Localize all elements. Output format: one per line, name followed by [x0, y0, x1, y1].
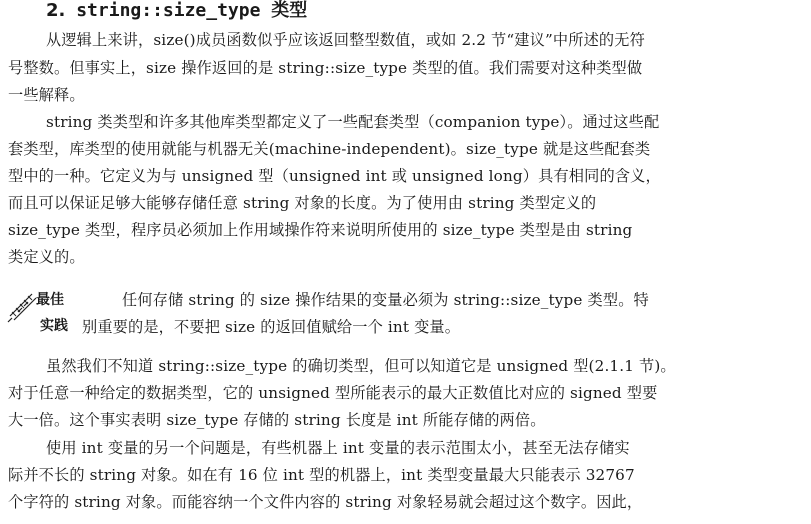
paragraph-4-line-3: 个字符的 string 对象。而能容纳一个文件内容的 string 对象轻易就会超过这个数字。因此，: [8, 493, 643, 511]
paragraph-1-line-1: 从逻辑上来讲，size()成员函数似乎应该返回整型数值，或如 2.2 节“建议”中所述的无符: [46, 31, 645, 49]
paragraph-3-line-2: 对于任意一种给定的数据类型，它的 unsigned 型所能表示的最大正数值比对应的 signed 型要: [8, 384, 658, 402]
paragraph-1-line-2: 号整数。但事实上，size 操作返回的是 string::size_type 类型的值。我们需要对这种类型做: [8, 59, 643, 77]
best-practice-label-1: 最佳: [36, 292, 64, 308]
paragraph-4-line-2: 际并不长的 string 对象。如在有 16 位 int 型的机器上，int 类型变量最大只能表示 32767: [8, 466, 635, 484]
paragraph-2-line-6: 类定义的。: [8, 248, 85, 266]
paragraph-2-line-3: 型中的一种。它定义为与 unsigned 型（unsigned int 或 unsigned long）具有相同的含义，: [8, 167, 661, 185]
section-code: string::size_type: [76, 0, 261, 21]
paragraph-2-line-5: size_type 类型，程序员必须加上作用域操作符来说明所使用的 size_type 类型是由 string: [8, 221, 633, 239]
paragraph-2-line-4: 而且可以保证足够大能够存储任意 string 对象的长度。为了使用由 string 类型定义的: [8, 194, 597, 212]
paragraph-4-line-1: 使用 int 变量的另一个问题是，有些机器上 int 变量的表示范围太小，甚至无法存储实: [46, 439, 630, 457]
paragraph-2-line-1: string 类类型和许多其他库类型都定义了一些配套类型（companion type）。通过这些配: [46, 113, 660, 131]
section-title-suffix: 类型: [271, 0, 308, 21]
section-number: 2.: [46, 0, 66, 21]
section-heading: [46, 0, 307, 22]
paragraph-1-line-3: 一些解释。: [8, 86, 85, 104]
best-practice-line-1: 任何存储 string 的 size 操作结果的变量必须为 string::size_type 类型。特: [122, 291, 649, 309]
paragraph-3-line-3: 大一倍。这个事实表明 size_type 存储的 string 长度是 int 所能存储的两倍。: [8, 411, 546, 429]
paragraph-3-line-1: 虽然我们不知道 string::size_type 的确切类型，但可以知道它是 unsigned 型(2.1.1 节)。: [46, 357, 676, 375]
paragraph-2-line-2: 套类型，库类型的使用就能与机器无关(machine-independent)。size_type 就是这些配套类: [8, 140, 651, 158]
best-practice-line-2: 别重要的是，不要把 size 的返回值赋给一个 int 变量。: [82, 318, 461, 336]
best-practice-label-2: 实践: [40, 318, 68, 334]
